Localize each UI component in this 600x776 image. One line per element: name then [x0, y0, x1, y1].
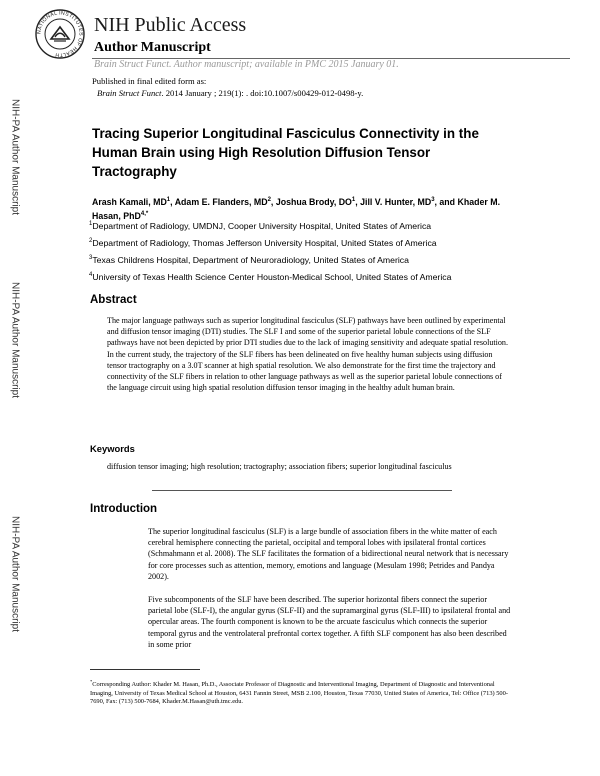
author-affiliation-mark: 1: [351, 197, 356, 203]
nih-public-access-title: NIH Public Access: [94, 14, 247, 36]
citation-rest: . 2014 January ; 219(1): . doi:10.1007/s00429-012-0498-y.: [161, 88, 364, 98]
article-title: Tracing Superior Longitudinal Fasciculus Connectivity in the Human Brain using High Resolution Diffusion Tensor Tractography: [92, 126, 479, 179]
author-affiliation-mark: 1: [166, 197, 171, 203]
author-list: Arash Kamali, $MD^1$, Adam E. Flanders, $MD^2$, Joshua Brody, $DO^1$, Jill V. Hunter, $MD^3$, and Khader M. Hasan, PhD$^{4,*}$: [92, 196, 501, 221]
keywords-heading: Keywords: [90, 443, 135, 454]
keywords-divider: [152, 490, 452, 491]
keywords-body: diffusion tensor imaging; high resolution; tractography; association fibers; superior longitudinal fasciculus: [107, 462, 452, 471]
corresponding-author-footnote: *Corresponding Author: Khader M. Hasan, Ph.D., Associate Professor of Diagnostic and Interventional Imaging, Department of Diagnostic and Interventional Imaging, University of Texas Medical School at Houston, 6431 Fannin Street, MSB 2.100, Houston, Texas 77030, United States of America, Tel: Office (713) 500-7690, Fax: (713) 500-7684, Khader.M.Hasan@uth.tmc.edu.: [90, 679, 508, 705]
author-manuscript-label: Author Manuscript: [94, 40, 211, 55]
author-name: Adam E. Flanders, MD: [174, 196, 268, 207]
introduction-paragraph-1: The superior longitudinal fasciculus (SLF) is a large bundle of association fibers in the white matter of each cerebral hemisphere connecting the parietal, occipital and temporal lobes with ipsilateral frontal cortices (Schmahmann et al. 2008). The SLF facilitates the formation of a bidirectional neural network that is necessary for core processes such as attention, memory, emotions and language (Mesulam 1998; Petrides and Pandya 2002).: [148, 527, 509, 581]
affiliation-1: $^1$Department of Radiology, UMDNJ, Cooper University Hospital, United States of America: [89, 221, 432, 231]
published-citation: [97, 88, 363, 98]
nih-seal-logo: [34, 8, 86, 60]
journal-availability-citation: Brain Struct Funct. Author manuscript; available in PMC 2015 January 01.: [94, 59, 399, 70]
author-affiliation-mark: 2: [267, 197, 271, 203]
side-label-2: NIH-PA Author Manuscript: [9, 282, 21, 398]
footnote-divider: [90, 669, 200, 670]
author-name: Jill V. Hunter, MD: [360, 196, 432, 207]
published-label: Published in final edited form as:: [92, 76, 207, 86]
affiliation-4: $^4$University of Texas Health Science Center Houston-Medical School, United States of America: [89, 272, 452, 282]
abstract-body: The major language pathways such as superior longitudinal fasciculus (SLF) pathways have been outlined by experimental and diffusion tensor imaging (DTI) studies. The SLF I and some of the superior parietal lobule connections of the SLF pathways have not been depicted by prior DTI studies due to the lack of imaging sensitivity and adequate spatial resolution. In the current study, the trajectory of the SLF fibers has been delineated on five healthy human subjects using diffusion tensor tractography on a 3.0T scanner at high spatial resolution. We also demonstrate for the first time the trajectory and connectivity of the SLF fibers in relation to other language pathways as well as the superior parietal lobule connections of the language circuit using high spatial resolution diffusion tensor imaging in the healthy adult human brain.: [107, 316, 508, 393]
affiliation-2: $^2$Department of Radiology, Thomas Jefferson University Hospital, United States of America: [89, 238, 437, 248]
abstract-heading: Abstract: [90, 294, 137, 306]
affiliation-3: $^3$Texas Childrens Hospital, Department of Neuroradiology, United States of America: [89, 255, 409, 265]
journal-name: Brain Struct Funct: [97, 88, 162, 98]
svg-text:NATIONAL INSTITUTES OF HEALTH: NATIONAL INSTITUTES OF HEALTH: [36, 10, 84, 58]
introduction-paragraph-2: Five subcomponents of the SLF have been described. The superior horizontal fibers connect the superior parietal lobe (SLF-I), the angular gyrus (SLF-II) and the supramarginal gyrus (SLF-III) to ipsilateral frontal and opercular areas. The fourth component is known to be the arcuate fasciculus which connects the superior temporal gyrus and the ventrolateral prefrontal cortex together. A fifth SLF component has also been described in some prior: [148, 595, 511, 649]
author-affiliation-mark: 4,*: [140, 210, 149, 217]
side-label-3: NIH-PA Author Manuscript: [9, 516, 21, 632]
author-name: Khader M. Hasan, PhD: [92, 196, 501, 221]
author-name: Joshua Brody, DO: [275, 196, 352, 207]
author-affiliation-mark: 3: [431, 197, 435, 203]
side-label-1: NIH-PA Author Manuscript: [9, 99, 21, 215]
introduction-heading: Introduction: [90, 503, 158, 515]
author-name: Arash Kamali, MD: [92, 196, 167, 207]
